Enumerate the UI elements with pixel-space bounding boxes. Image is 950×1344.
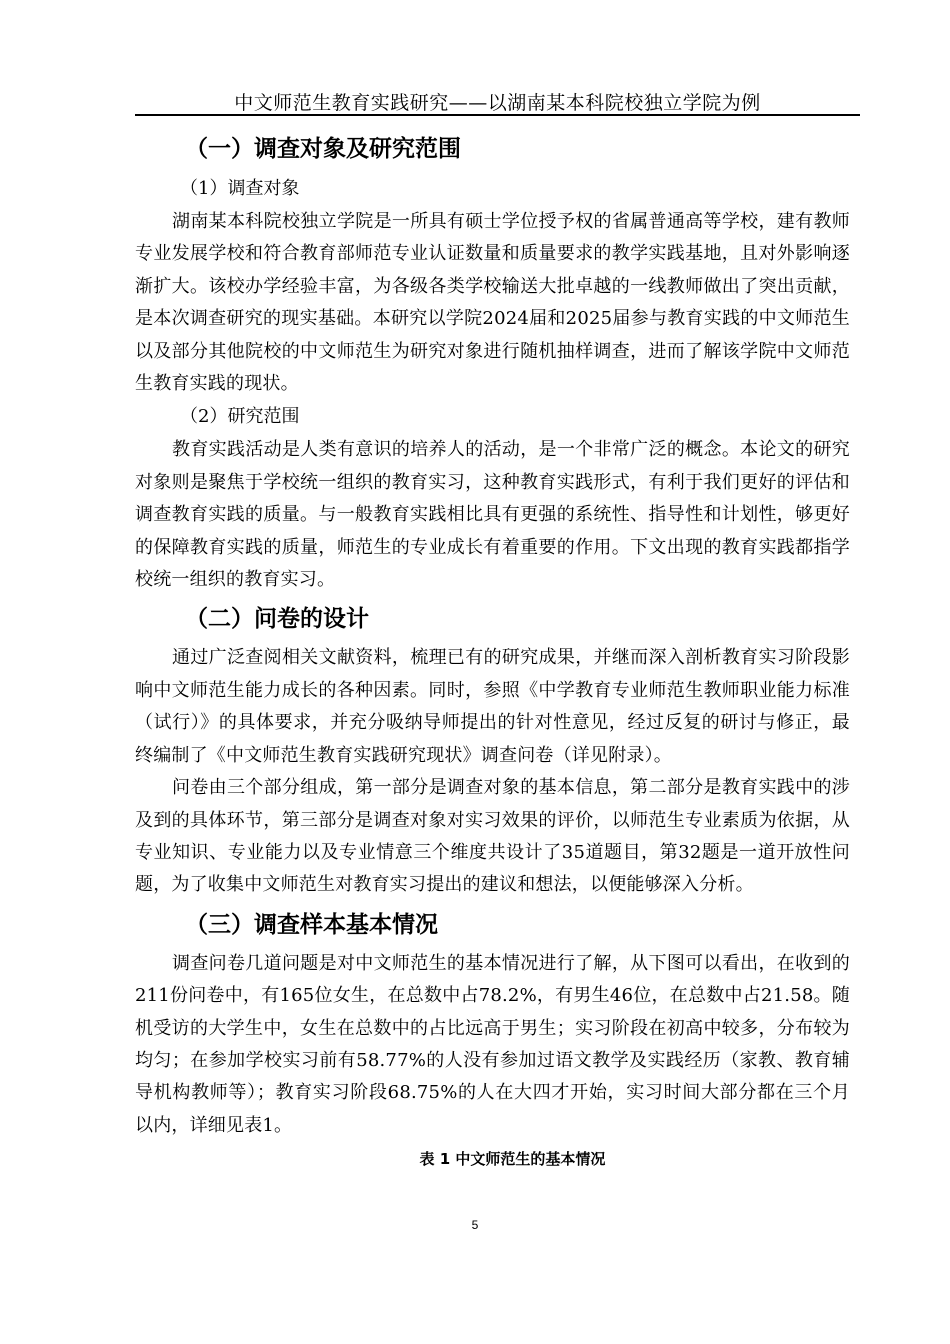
paragraph-questionnaire-design-1: 通过广泛查阅相关文献资料，梳理已有的研究成果，并继而深入剖析教育实习阶段影响中文师范生能力成长的各种因素。同时，参照《中学教育专业师范生教师职业能力标准（试行）》的具体要求，并充分吸纳导师提出的针对性意见，经过反复的研讨与修正，最终编制了《中文师范生教育实践研究现状》调查问卷（详见附录）。 [135,647,850,766]
paragraph-survey-subjects: 湖南某本科院校独立学院是一所具有硕士学位授予权的省属普通高等学校，建有教师专业发展学校和符合教育部师范专业认证数量和质量要求的教学实践基地，且对外影响逐渐扩大。该校办学经验丰富，为各级各类学校输送大批卓越的一线教师做出了突出贡献，是本次调查研究的现实基础。本研究以学院2024届和2025届参与教育实践的中文师范生以及部分其他院校的中文师范生为研究对象进行随机抽样调查，进而了解该学院中文师范生教育实践的现状。 [135,211,850,395]
header-rule [135,114,860,116]
table-caption: 表 1 中文师范生的基本情况 [419,1150,606,1169]
running-header: 中文师范生教育实践研究——以湖南某本科院校独立学院为例 [234,92,761,114]
paragraph-sample-overview: 调查问卷几道问题是对中文师范生的基本情况进行了解，从下图可以看出，在收到的211份问卷中，有165位女生，在总数中占78.2%，有男生46位，在总数中占21.58。随机受访的大学生中，女生在总数中的占比远高于男生；实习阶段在初高中较多，分布较为均匀；在参加学校实习前有58.77%的人没有参加过语文教学及实践经历（家教、教育辅导机构教师等）；教育实习阶段68.75%的人在大四才开始，实习时间大部分都在三个月以内，详细见表1。 [135,952,850,1136]
paragraph-research-scope: 教育实践活动是人类有意识的培养人的活动，是一个非常广泛的概念。本论文的研究对象则是聚焦于学校统一组织的教育实习，这种教育实践形式，有利于我们更好的评估和调查教育实践的质量。与一般教育实践相比具有更强的系统性、指导性和计划性，够更好的保障教育实践的质量，师范生的专业成长有着重要的作用。下文出现的教育实践都指学校统一组织的教育实习。 [135,439,850,591]
section-heading-survey-subjects: （一）调查对象及研究范围 [185,136,461,162]
section-heading-questionnaire-design: （二）问卷的设计 [185,606,369,633]
section-heading-sample-overview: （三）调查样本基本情况 [185,911,438,938]
subheading-survey-subjects: （1）调查对象 [180,178,300,199]
subheading-research-scope: （2）研究范围 [180,406,300,428]
page-number: 5 [471,1218,479,1232]
paragraph-questionnaire-design-2: 问卷由三个部分组成，第一部分是调查对象的基本信息，第二部分是教育实践中的涉及到的具体环节，第三部分是调查对象对实习效果的评价，以师范生专业素质为依据，从专业知识、专业能力以及专业情意三个维度共设计了35道题目，第32题是一道开放性问题，为了收集中文师范生对教育实习提出的建议和想法，以便能够深入分析。 [135,777,850,896]
page-body [135,126,850,1176]
